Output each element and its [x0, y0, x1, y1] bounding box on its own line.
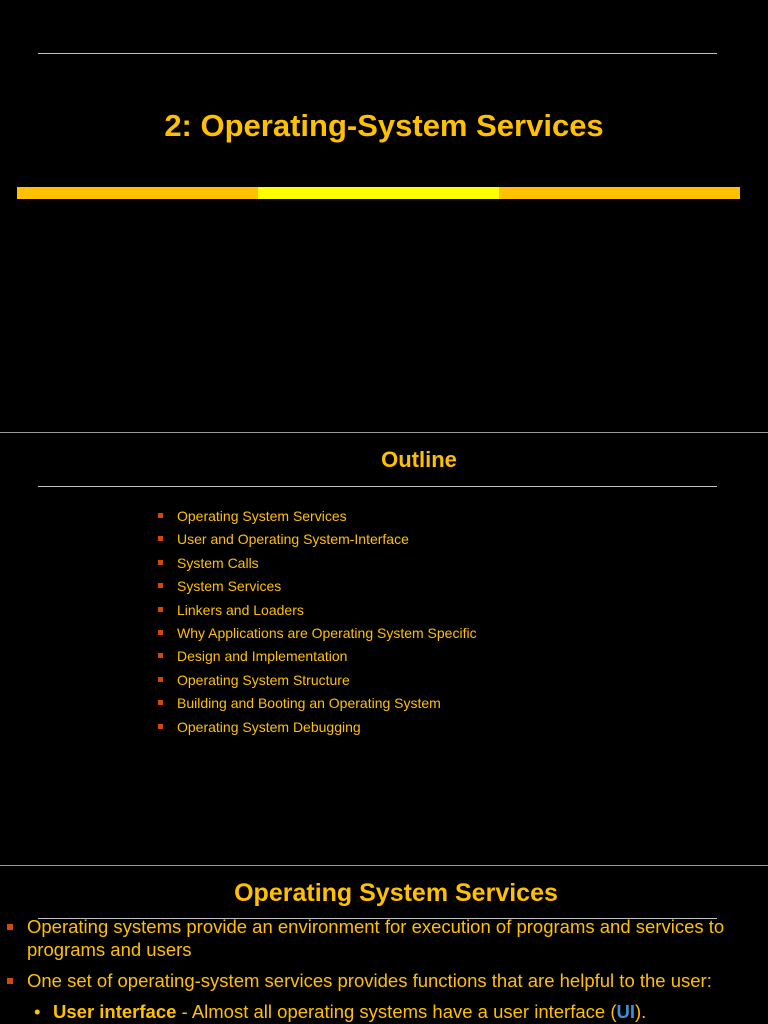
title-stripe — [17, 187, 740, 199]
square-bullet-icon — [158, 653, 163, 658]
list-item-label: Linkers and Loaders — [177, 601, 304, 618]
slide-outline — [0, 433, 768, 865]
outline-list — [158, 505, 477, 739]
list-item — [158, 716, 477, 739]
outline-rule — [38, 486, 717, 487]
outline-heading: Outline — [381, 447, 457, 472]
slide-title — [0, 0, 768, 432]
list-item-label: Design and Implementation — [177, 648, 348, 665]
list-item-label: System Calls — [177, 554, 259, 571]
list-item — [158, 552, 477, 575]
square-bullet-icon — [158, 583, 163, 588]
list-item — [158, 692, 477, 715]
sub-bullet-text-end: ). — [635, 1001, 647, 1022]
list-item-label: Operating System Structure — [177, 671, 350, 688]
square-bullet-icon — [158, 724, 163, 729]
square-bullet-icon — [158, 630, 163, 635]
bullet-text: One set of operating-system services provides functions that are helpful to the user: — [27, 970, 712, 991]
sub-bullet-text: - Almost all operating systems have a user interface ( — [176, 1001, 617, 1022]
stripe-left — [17, 187, 258, 199]
square-bullet-icon — [7, 978, 13, 984]
square-bullet-icon — [158, 700, 163, 705]
ui-abbreviation: UI — [616, 1001, 635, 1022]
list-item — [158, 645, 477, 668]
sub-bullet-point — [34, 1000, 756, 1023]
list-item-label: User and Operating System-Interface — [177, 531, 409, 548]
stripe-middle — [258, 187, 499, 199]
slide-os-services — [0, 866, 768, 1024]
square-bullet-icon — [158, 536, 163, 541]
list-item — [158, 669, 477, 692]
term-user-interface: User interface — [53, 1001, 177, 1022]
square-bullet-icon — [7, 924, 13, 930]
bullet-point — [27, 915, 756, 961]
list-item-label: Operating System Services — [177, 508, 347, 524]
top-rule — [38, 53, 717, 54]
bullet-text: Operating systems provide an environment for execution of programs and services to programs and users — [27, 916, 725, 960]
square-bullet-icon — [158, 607, 163, 612]
list-item-label: Operating System Debugging — [177, 718, 361, 735]
services-heading: Operating System Services — [234, 879, 558, 907]
list-item — [158, 575, 477, 598]
list-item — [158, 528, 477, 551]
stripe-right — [499, 187, 740, 199]
list-item-label: Why Applications are Operating System Specific — [177, 625, 477, 642]
list-item-label: Building and Booting an Operating System — [177, 695, 441, 712]
square-bullet-icon — [158, 513, 163, 518]
slide-title-heading: 2: Operating-System Services — [164, 108, 604, 143]
list-item — [158, 622, 477, 645]
list-item — [158, 599, 477, 622]
square-bullet-icon — [158, 560, 163, 565]
dot-bullet-icon: • — [34, 1001, 41, 1022]
list-item-label: System Services — [177, 578, 282, 595]
bullet-point — [27, 969, 756, 992]
list-item — [158, 505, 477, 528]
square-bullet-icon — [158, 677, 163, 682]
